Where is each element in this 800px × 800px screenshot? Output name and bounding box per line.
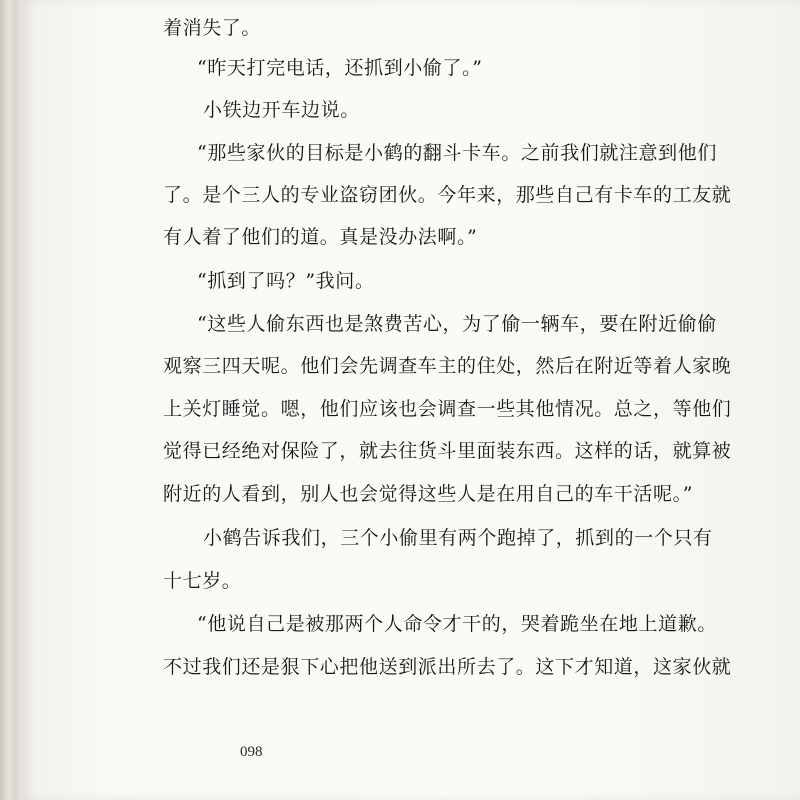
text-line: 十七岁。 xyxy=(163,570,242,592)
text-line: “抓到了吗？”我问。 xyxy=(197,270,375,292)
text-line: 着消失了。 xyxy=(163,17,262,39)
text-line: 上关灯睡觉。嗯，他们应该也会调查一些其他情况。总之，等他们 xyxy=(163,398,732,420)
text-line: 小鹤告诉我们，三个小偷里有两个跑掉了，抓到的一个只有 xyxy=(203,527,713,549)
text-line: 了。是个三人的专业盗窃团伙。今年来，那些自己有卡车的工友就 xyxy=(163,184,732,206)
text-line: “他说自己是被那两个人命令才干的，哭着跪坐在地上道歉。 xyxy=(197,613,717,635)
page-number: 098 xyxy=(240,744,263,760)
text-line: “那些家伙的目标是小鹤的翻斗卡车。之前我们就注意到他们 xyxy=(197,142,717,164)
text-line: 有人着了他们的道。真是没办法啊。” xyxy=(163,226,478,248)
text-line: 不过我们还是狠下心把他送到派出所去了。这下才知道，这家伙就 xyxy=(163,656,732,678)
text-line: “这些人偷东西也是煞费苦心，为了偷一辆车，要在附近偷偷 xyxy=(197,313,717,335)
text-line: 小铁边开车边说。 xyxy=(203,99,360,121)
book-page xyxy=(22,0,800,800)
text-line: “昨天打完电话，还抓到小偷了。” xyxy=(197,57,483,79)
text-line: 观察三四天呢。他们会先调查车主的住处，然后在附近等着人家晚 xyxy=(163,355,732,377)
text-line: 附近的人看到，别人也会觉得这些人是在用自己的车干活呢。” xyxy=(163,483,694,505)
text-line: 觉得已经绝对保险了，就去往货斗里面装东西。这样的话，就算被 xyxy=(163,440,732,462)
